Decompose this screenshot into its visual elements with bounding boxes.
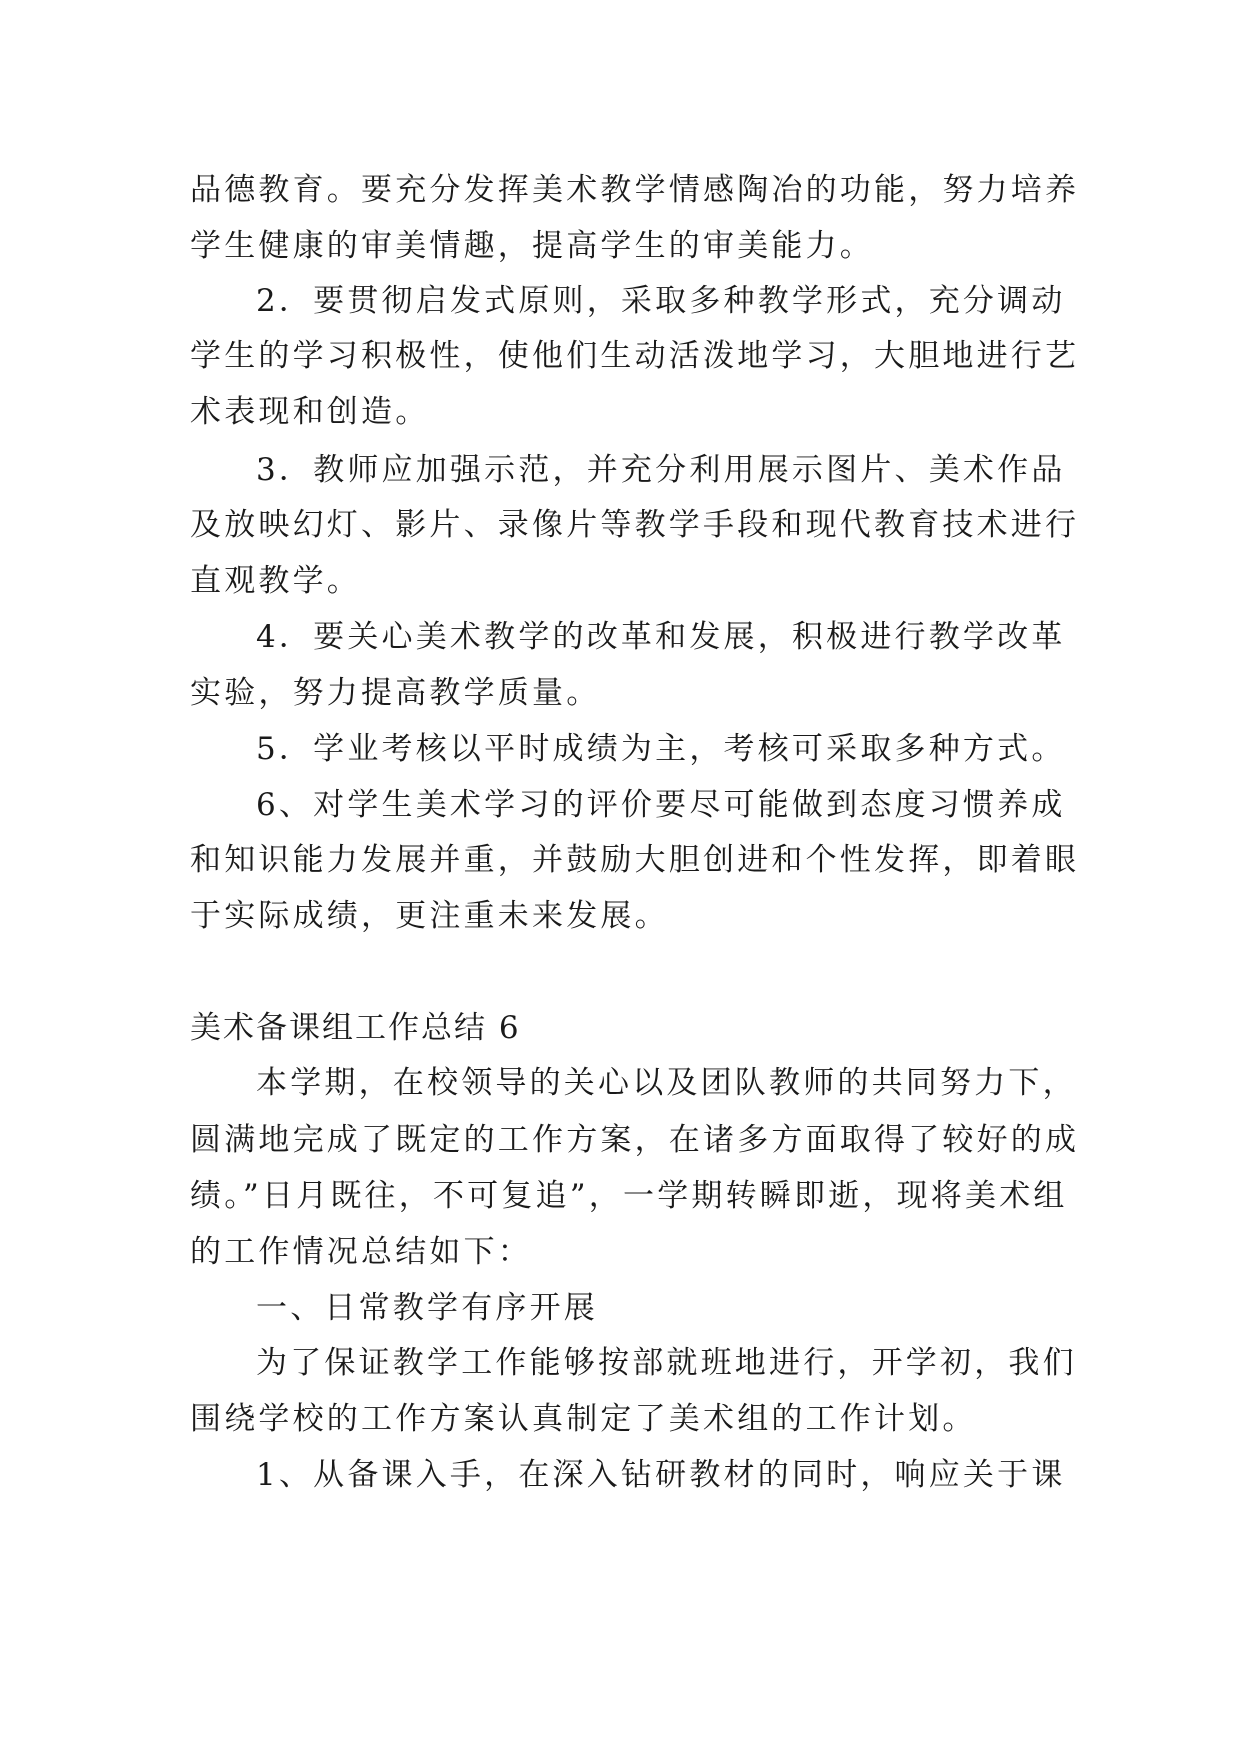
text-line: 术表现和创造。: [190, 394, 430, 430]
list-item-1-start: 1、从备课入手，在深入钻研教材的同时，响应关于课: [256, 1457, 1066, 1493]
paragraph-4-start: 4．要关心美术教学的改革和发展，积极进行教学改革: [256, 619, 1066, 655]
text-line: 和知识能力发展并重，并鼓励大胆创进和个性发挥，即着眼: [190, 842, 1080, 878]
text-line: 围绕学校的工作方案认真制定了美术组的工作计划。: [190, 1401, 977, 1437]
text-line: 于实际成绩，更注重未来发展。: [190, 898, 669, 934]
paragraph-2-start: 2．要贯彻启发式原则，采取多种教学形式，充分调动: [256, 283, 1066, 319]
intro-paragraph-start: 本学期，在校领导的关心以及团队教师的共同努力下，: [256, 1065, 1077, 1101]
subheading-1: 一、日常教学有序开展: [256, 1290, 598, 1326]
text-line: 学生健康的审美情趣，提高学生的审美能力。: [190, 228, 874, 264]
text-line: 直观教学。: [190, 563, 361, 599]
text-line: 及放映幻灯、影片、录像片等教学手段和现代教育技术进行: [190, 507, 1080, 543]
paragraph-start: 为了保证教学工作能够按部就班地进行，开学初，我们: [256, 1345, 1077, 1381]
text-line: 的工作情况总结如下：: [190, 1234, 532, 1270]
text-line: 绩。”日月既往，不可复追”，一学期转瞬即逝，现将美术组: [190, 1178, 1068, 1214]
section-title: 美术备课组工作总结 6: [190, 1010, 521, 1046]
text-line: 学生的学习积极性，使他们生动活泼地学习，大胆地进行艺: [190, 338, 1080, 374]
paragraph-3-start: 3．教师应加强示范，并充分利用展示图片、美术作品: [256, 452, 1066, 488]
text-line: 品德教育。要充分发挥美术教学情感陶冶的功能，努力培养: [190, 172, 1080, 208]
paragraph-5: 5．学业考核以平时成绩为主，考核可采取多种方式。: [256, 731, 1066, 767]
text-line: 实验，努力提高教学质量。: [190, 675, 601, 711]
text-line: 圆满地完成了既定的工作方案，在诸多方面取得了较好的成: [190, 1122, 1080, 1158]
paragraph-6-start: 6、对学生美术学习的评价要尽可能做到态度习惯养成: [256, 787, 1066, 823]
